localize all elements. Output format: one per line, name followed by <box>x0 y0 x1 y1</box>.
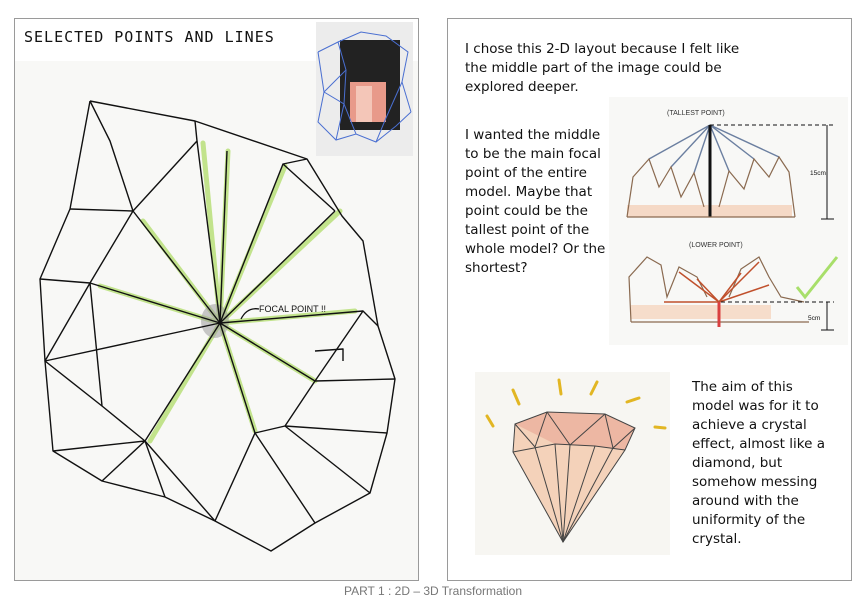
intro-paragraph: I chose this 2-D layout because I felt like the middle part of the image could be explored deeper. <box>465 41 740 95</box>
panel-title: SELECTED POINTS AND LINES <box>24 28 275 46</box>
crystal-paragraph: The aim of this model was for it to achieve a crystal effect, almost like a diamond, but somehow messing around with the uniformity of the crystal. <box>692 379 825 547</box>
ink-lines <box>40 101 395 551</box>
left-panel <box>14 18 419 581</box>
height-comparison-drawing <box>609 97 848 345</box>
crystal-sketch <box>475 372 670 555</box>
low-height-label: 5cm <box>808 315 821 322</box>
model-photo-image <box>316 22 413 156</box>
focal-point-label: FOCAL POINT !! <box>259 304 327 314</box>
model-photo <box>316 22 413 156</box>
right-panel <box>447 18 852 581</box>
focal-point-paragraph: I wanted the middle to be the main focal point of the entire model. Maybe that point could be the tallest point of the whole model? Or the shortest? <box>465 127 606 276</box>
highlight-rays <box>100 143 355 441</box>
crystal-drawing <box>475 372 670 555</box>
tall-height-label: 15cm <box>810 170 826 177</box>
lower-point-label: (LOWER POINT) <box>689 242 743 249</box>
tallest-point-label: (TALLEST POINT) <box>667 110 725 117</box>
page-footer: PART 1 : 2D – 3D Transformation <box>343 584 523 598</box>
height-comparison-sketch <box>609 97 848 345</box>
check-mark <box>797 257 837 297</box>
